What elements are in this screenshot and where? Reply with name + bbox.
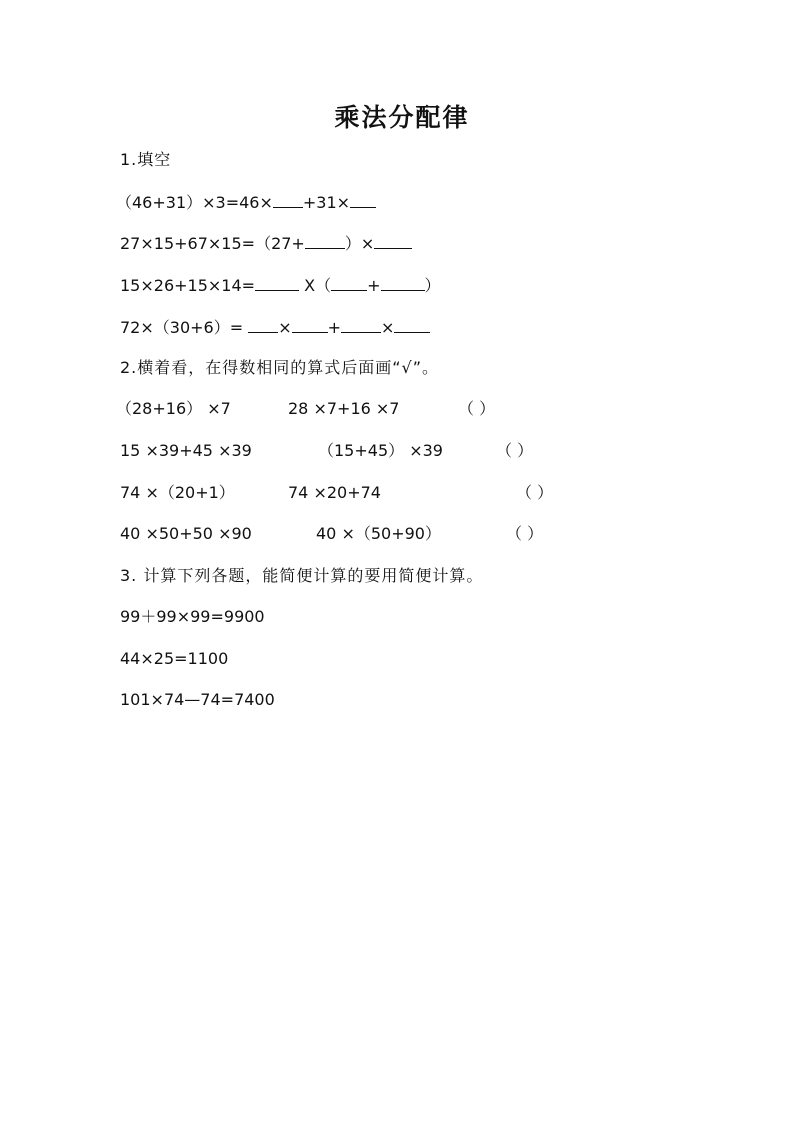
fill-line-1	[116, 192, 376, 213]
page-title: 乘法分配律	[334, 103, 470, 132]
compare-right-expression: 74 ×20+74	[288, 483, 381, 502]
answer-blank[interactable]	[374, 233, 412, 249]
compare-right-expression: 40 ×（50+90）	[316, 524, 441, 543]
answer-blank[interactable]	[394, 317, 430, 333]
compare-left-expression: 15 ×39+45 ×39	[120, 441, 252, 460]
calc-item-2: 44×25=1100	[120, 649, 229, 668]
section-2-heading: 2.横着看，在得数相同的算式后面画“√”。	[120, 358, 440, 377]
fill-line-2-text-b: ）×	[344, 234, 375, 253]
compare-left-expression: 74 ×（20+1）	[120, 483, 235, 502]
compare-right-expression: （15+45） ×39	[318, 441, 443, 460]
calc-item-1: 99＋99×99=9900	[120, 607, 265, 626]
answer-blank[interactable]	[341, 317, 381, 333]
answer-blank[interactable]	[292, 317, 328, 333]
fill-line-4-text-c: +	[327, 318, 342, 337]
fill-line-3-text-d: ）	[424, 276, 441, 295]
answer-blank[interactable]	[350, 192, 376, 208]
answer-blank[interactable]	[331, 275, 367, 291]
fill-line-2-text-a: 27×15+67×15=（27+	[120, 234, 305, 253]
answer-blank[interactable]	[305, 233, 345, 249]
fill-line-1-text-b: +31×	[302, 193, 351, 212]
fill-line-1-text-a: （46+31）×3=46×	[116, 193, 273, 212]
compare-row-4	[120, 524, 720, 544]
fill-line-4-text-d: ×	[381, 318, 395, 337]
section-3-heading: 3. 计算下列各题，能简便计算的要用简便计算。	[120, 566, 484, 585]
section-1-heading: 1.填空	[120, 150, 172, 169]
answer-parentheses[interactable]: （ ）	[506, 524, 544, 543]
fill-line-3-text-b: X（	[299, 276, 332, 295]
answer-parentheses[interactable]: （ ）	[496, 441, 534, 460]
answer-parentheses[interactable]: （ ）	[458, 399, 496, 418]
answer-parentheses[interactable]: （ ）	[516, 483, 554, 502]
compare-row-3	[120, 483, 720, 503]
answer-blank[interactable]	[273, 192, 303, 208]
calc-item-3: 101×74—74=7400	[120, 690, 275, 709]
fill-line-3	[120, 275, 441, 296]
compare-left-expression: （28+16） ×7	[116, 399, 231, 418]
fill-line-4	[120, 317, 430, 338]
compare-left-expression: 40 ×50+50 ×90	[120, 524, 252, 543]
fill-line-4-text-b: ×	[278, 318, 292, 337]
compare-right-expression: 28 ×7+16 ×7	[288, 399, 400, 418]
fill-line-3-text-c: +	[367, 276, 381, 295]
compare-row-1	[116, 399, 716, 419]
answer-blank[interactable]	[381, 275, 425, 291]
fill-line-2	[120, 233, 412, 254]
answer-blank[interactable]	[248, 317, 278, 333]
compare-row-2	[120, 441, 720, 461]
fill-line-3-text-a: 15×26+15×14=	[120, 276, 256, 295]
fill-line-4-text-a: 72×（30+6）=	[120, 318, 249, 337]
answer-blank[interactable]	[255, 275, 299, 291]
